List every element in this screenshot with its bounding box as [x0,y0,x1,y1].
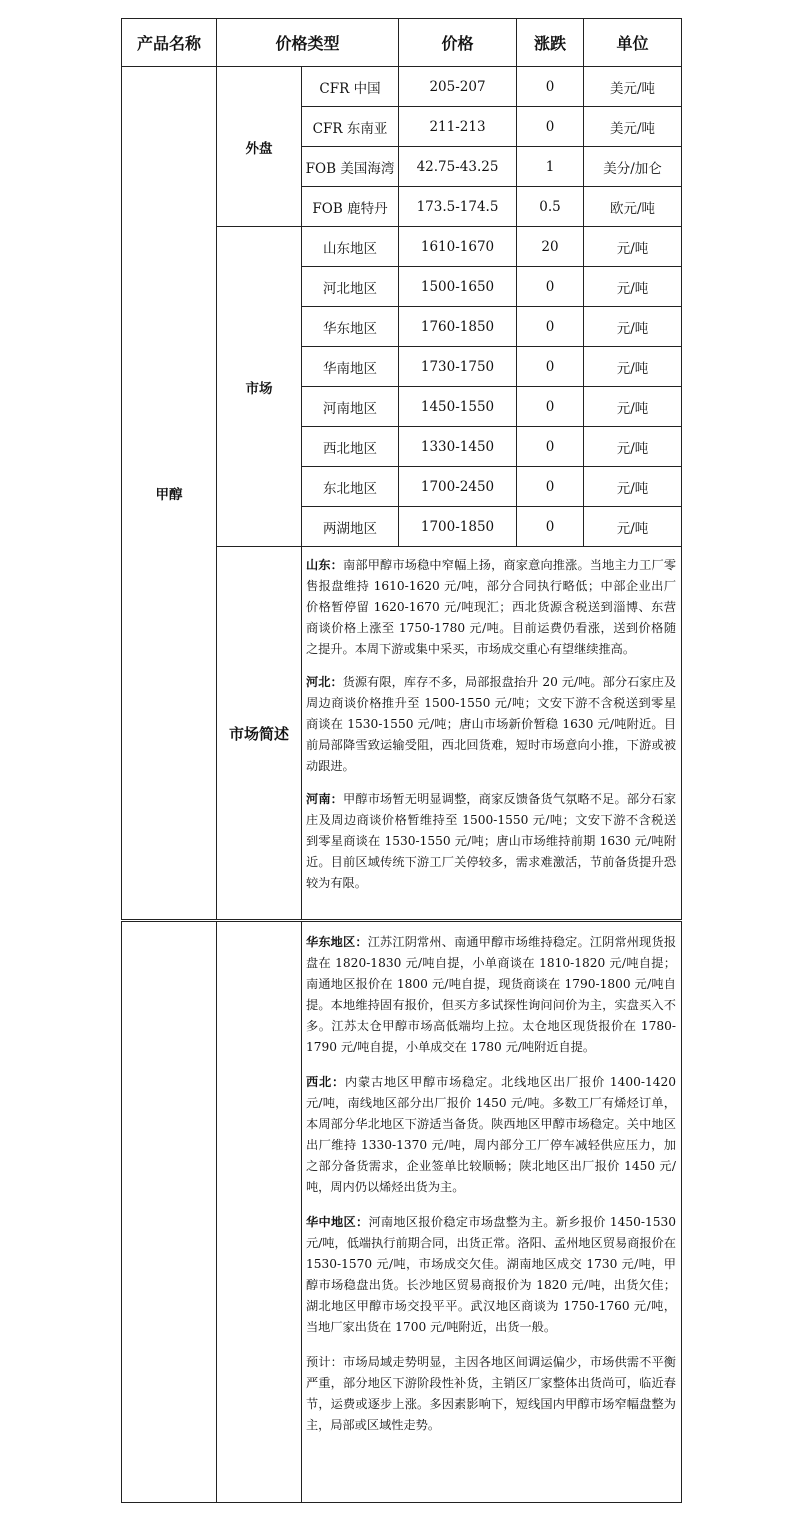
price-value: 1760-1850 [399,307,517,347]
empty-type-cell [217,922,302,1503]
summary-paragraph [306,789,676,894]
price-change: 0 [517,347,584,387]
forecast-paragraph [306,1352,676,1436]
group-external: 外盘 [217,67,302,227]
price-type: 两湖地区 [302,507,399,547]
summary-continued-row [122,922,682,1503]
summary-paragraph [306,932,676,1058]
header-unit: 单位 [584,19,682,67]
summary-paragraph [306,1072,676,1198]
price-change: 0.5 [517,187,584,227]
price-type: 河北地区 [302,267,399,307]
summary-continued-table [121,921,682,1503]
group-market: 市场 [217,227,302,547]
region-label: 西北： [306,1075,346,1089]
price-value: 42.75-43.25 [399,147,517,187]
summary-paragraph [306,672,676,777]
region-label: 河南： [306,792,344,806]
price-type: 河南地区 [302,387,399,427]
header-change: 涨跌 [517,19,584,67]
header-product: 产品名称 [122,19,217,67]
summary-paragraph [306,555,676,660]
price-value: 211-213 [399,107,517,147]
price-change: 0 [517,427,584,467]
price-unit: 欧元/吨 [584,187,682,227]
price-type: CFR 中国 [302,67,399,107]
price-type: 华南地区 [302,347,399,387]
price-change: 0 [517,107,584,147]
price-value: 173.5-174.5 [399,187,517,227]
price-unit: 元/吨 [584,267,682,307]
price-unit: 元/吨 [584,427,682,467]
price-change: 0 [517,67,584,107]
header-price-type: 价格类型 [217,19,399,67]
price-type: 西北地区 [302,427,399,467]
price-value: 1700-2450 [399,467,517,507]
price-unit: 元/吨 [584,387,682,427]
summary-paragraph [306,1212,676,1338]
price-value: 1330-1450 [399,427,517,467]
price-unit: 元/吨 [584,227,682,267]
price-change: 0 [517,467,584,507]
price-change: 0 [517,507,584,547]
price-table [121,18,682,920]
summary-continued-text [302,922,682,1503]
price-unit: 元/吨 [584,467,682,507]
price-value: 1700-1850 [399,507,517,547]
price-unit: 美元/吨 [584,107,682,147]
region-text: 内蒙古地区甲醇市场稳定。北线地区出厂报价 1400-1420 元/吨，南线地区部分出厂报价 1450 元/吨。多数工厂有烯烃订单，本周部分华北地区下游适当备货。陕西地区甲醇市场稳定。关中地区出厂维持 1330-1370 元/吨，周内部分工厂停车减轻供应压力，加之部分备货需求，企业签单比较顺畅；陕北地区出厂报价 1450 元/吨，周内仍以烯烃出货为主。 [306,1075,677,1194]
price-unit: 元/吨 [584,347,682,387]
price-type: 山东地区 [302,227,399,267]
price-type: FOB 鹿特丹 [302,187,399,227]
region-text: 南部甲醇市场稳中窄幅上扬，商家意向推涨。当地主力工厂零售报盘维持 1610-1620 元/吨，部分合同执行略低；中部企业出厂价格暂停留 1620-1670 元/吨现汇；西北货源含税送到淄博、东营商谈价格上涨至 1750-1780 元/吨。目前运费仍看涨，送到价格随之提升。本周下游或集中采买，市场成交重心有望继续推高。 [306,558,677,656]
price-unit: 美分/加仑 [584,147,682,187]
region-label: 华中地区： [306,1215,369,1229]
price-type: 东北地区 [302,467,399,507]
price-change: 20 [517,227,584,267]
region-label: 河北： [306,675,343,689]
empty-product-cell [122,922,217,1503]
forecast-text: 预计：市场局域走势明显，主因各地区间调运偏少，市场供需不平衡严重，部分地区下游阶段性补货，主销区厂家整体出货尚可，临近春节，运费或逐步上涨。多因素影响下，短线国内甲醇市场窄幅盘整为主，局部或区域性走势。 [306,1355,676,1432]
price-change: 0 [517,307,584,347]
price-unit: 美元/吨 [584,67,682,107]
price-unit: 元/吨 [584,507,682,547]
price-value: 1450-1550 [399,387,517,427]
summary-text [302,547,682,920]
region-label: 华东地区： [306,935,368,949]
price-change: 0 [517,387,584,427]
price-type: 华东地区 [302,307,399,347]
price-type: CFR 东南亚 [302,107,399,147]
price-change: 1 [517,147,584,187]
group-summary: 市场简述 [217,547,302,920]
price-value: 1610-1670 [399,227,517,267]
header-price: 价格 [399,19,517,67]
product-name: 甲醇 [122,67,217,920]
price-change: 0 [517,267,584,307]
price-unit: 元/吨 [584,307,682,347]
price-value: 1730-1750 [399,347,517,387]
region-label: 山东： [306,558,344,572]
price-value: 205-207 [399,67,517,107]
price-value: 1500-1650 [399,267,517,307]
table-header [122,19,682,67]
region-text: 江苏江阴常州、南通甲醇市场维持稳定。江阴常州现货报盘在 1820-1830 元/吨自提，小单商谈在 1810-1820 元/吨自提；南通地区报价在 1800 元/吨自提，现货商谈在 1790-1800 元/吨自提。本地维持固有报价，但买方多试探性询问问价为主，实盘买入不多。江苏太仓甲醇市场高低端均上拉。太仓地区现货报价在 1780-1790 元/吨自提，小单成交在 1780 元/吨附近自提。 [306,935,677,1054]
region-text: 河南地区报价稳定市场盘整为主。新乡报价 1450-1530 元/吨，低端执行前期合同，出货正常。洛阳、孟州地区贸易商报价在 1530-1570 元/吨，市场成交欠佳。湖南地区成交 1730 元/吨，甲醇市场稳盘出货。长沙地区贸易商报价为 1820 元/吨，出货欠佳；湖北地区甲醇市场交投平平。武汉地区商谈为 1750-1760 元/吨，当地厂家出货在 1700 元/吨附近，出货一般。 [306,1215,676,1334]
region-text: 货源有限，库存不多，局部报盘抬升 20 元/吨。部分石家庄及周边商谈价格推升至 1500-1550 元/吨；文安下游不含税送到零星商谈在 1530-1550 元/吨；唐山市场新价暂稳 1630 元/吨附近。目前局部降雪致运输受阻，西北回货难，短时市场意向小推，下游或被动跟进。 [306,675,677,773]
price-type: FOB 美国海湾 [302,147,399,187]
table-row [122,67,682,107]
region-text: 甲醇市场暂无明显调整，商家反馈备货气氛略不足。部分石家庄及周边商谈价格暂维持至 1500-1550 元/吨；文安下游不含税送到零星商谈在 1530-1550 元/吨；唐山市场维持前期 1630 元/吨附近。目前区域传统下游工厂关停较多，需求难激活，节前备货提升恐较为有限。 [306,792,677,890]
